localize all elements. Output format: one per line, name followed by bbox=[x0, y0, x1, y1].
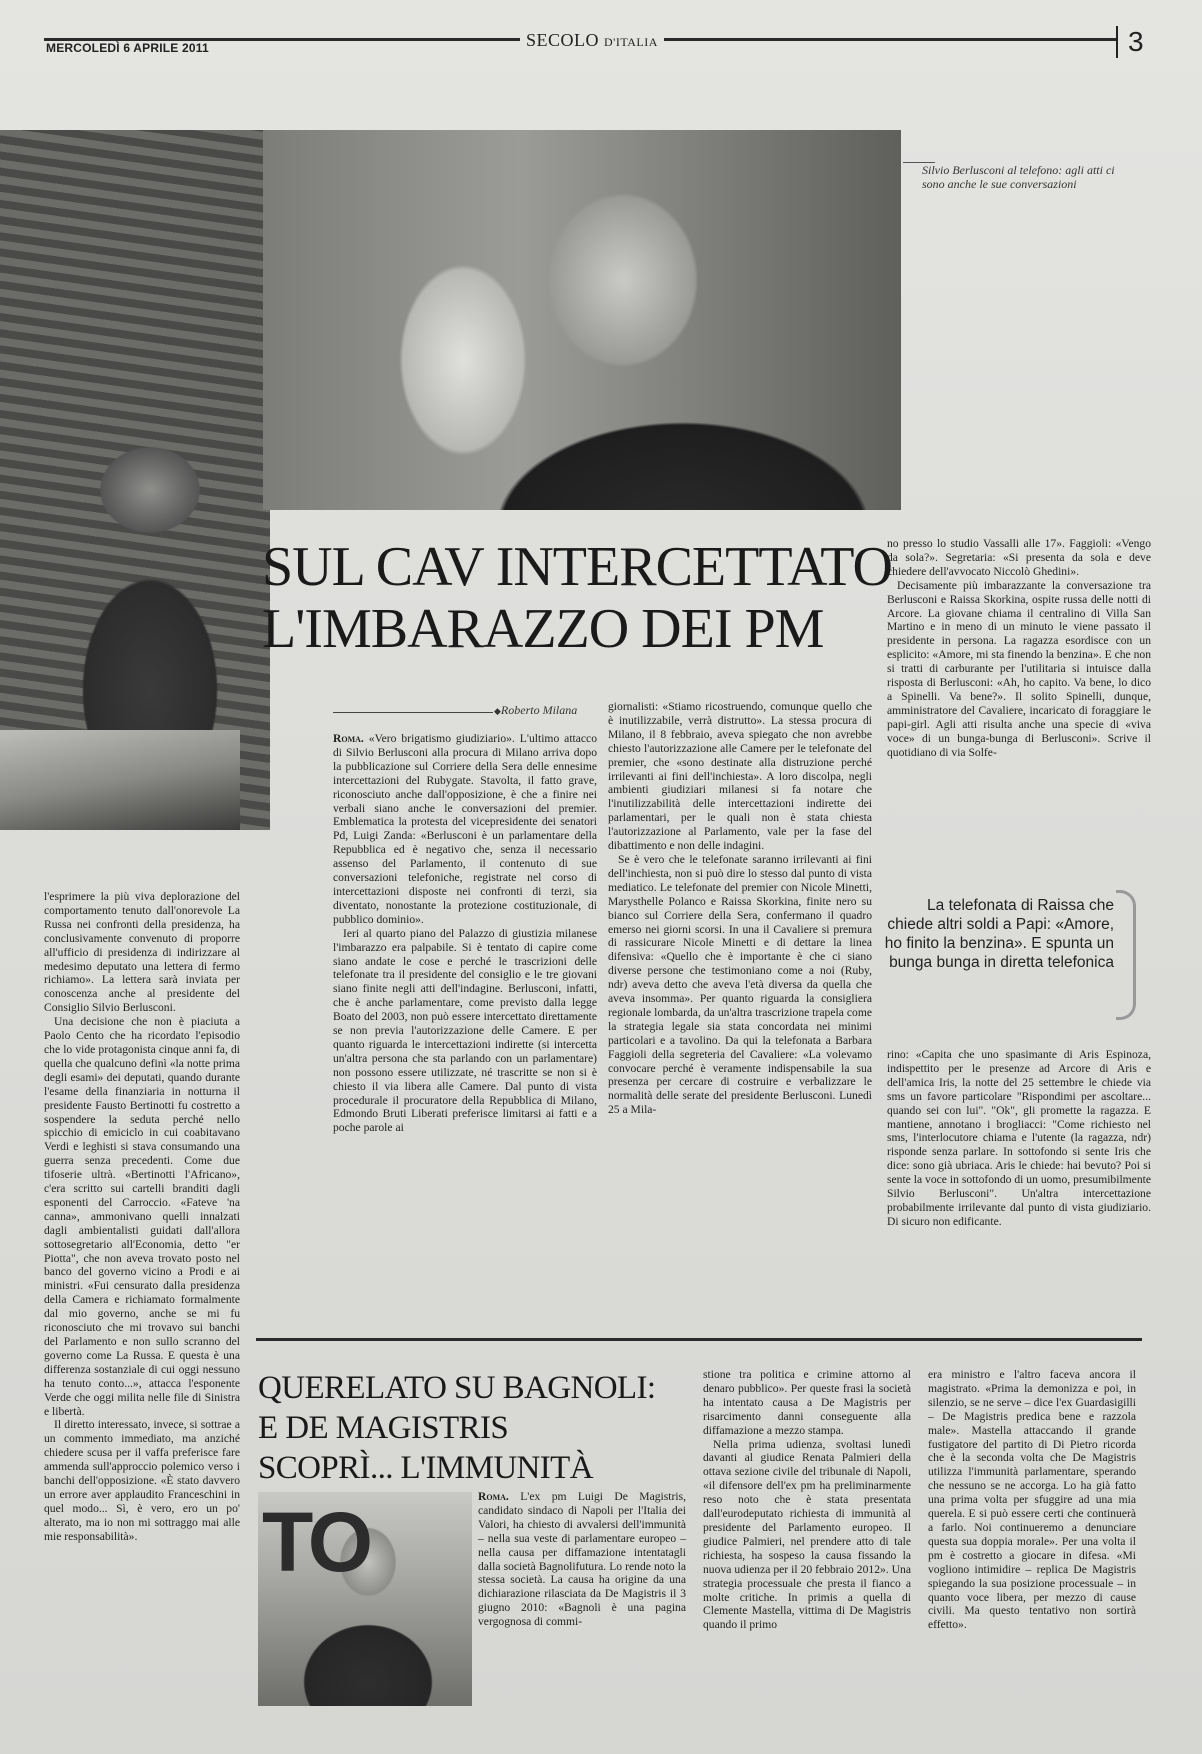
article-1-column-3-top bbox=[887, 537, 1151, 760]
paragraph: Nella prima udienza, svoltasi lunedì davanti al giudice Renata Palmieri della ottava sezione civile del tribunale di Napoli, «il difensore dell'ex pm ha preliminarmente reso noto che è stata presentata dall'eurodeputato richiesta di immunità al presidente del Parlamento europeo. Il giudice Palmieri, nel prendere atto di tale richiesta, ha sospeso la causa fissando la nuova udienza per il 20 febbraio 2012». Una strategia processuale che presta il fianco a molte critiche. In primis a quella di Clemente Mastella, vittima di De Magistris quando il primo bbox=[703, 1437, 911, 1632]
article-2-column-1 bbox=[478, 1490, 686, 1629]
paragraph: era ministro e l'altro faceva ancora il magistrato. «Prima la demonizza e poi, in silenzio, se ne serve – dice l'ex Guardasigilli – De Magistris predica bene e razzola male». Mastella attaccando il grande fustigatore del partito di Di Pietro ricorda che è la seconda volta che De Magistris utilizza l'immunità parlamentare, sperando che nessuno se ne accorga. Lo ha già fatto una prima volta per sfuggire ad una mia querela. E si può essere certi che continuerà a farlo. Noi continueremo a denunciare questa sua doppia morale». Per una volta il pm è costretto a giocare in difesa. «Mi vogliono intimidire – replica De Magistris spiegando la sua posizione processuale – in quanto voce libera, per mezzo di cause civili. Ma questo tentativo non sortirà effetto». bbox=[928, 1368, 1136, 1632]
article-2-column-3 bbox=[928, 1368, 1136, 1632]
paragraph bbox=[478, 1490, 686, 1629]
photo-caption: Silvio Berlusconi al telefono: agli atti ci sono anche le sue conversazioni bbox=[922, 163, 1115, 191]
headline-2-line-1: QUERELATO SU BAGNOLI: bbox=[258, 1370, 656, 1406]
paragraph: Se è vero che le telefonate saranno irrilevanti ai fini dell'inchiesta, non si può dire lo stesso dal punto di vista mediatico. Le telefonate del premier con Nicole Minetti, Marysthelle Polanco e Raissa Skorkina, finite nero su bianco sul Corriere della Sera, confermano il quadro emerso nei giorni scorsi. In una il Cavaliere si premura di rassicurare Nicole Minetti e di dettare la linea difensiva: «Quello che è importante è che ci siano diverse persone che testimoniano come a noi (Ruby, ndr) aveva detto che aveva l'età diversa da quella che aveva insomma». Per quanto riguarda la consigliera regionale lombarda, da un'altra trascrizione trapela come la strategia legale sia stata concordata nei minimi particolari e a tavolino. Da qui la telefonata a Barbara Faggioli della segreteria del Cavaliere: «La volevamo convocare perché è veramente indispensabile la sua presenza per cercare di costruire e verbalizzare le normalità delle serate del presidente Berlusconi. Lunedì 25 a Mila- bbox=[608, 852, 872, 1117]
paragraph: no presso lo studio Vassalli alle 17». Faggioli: «Vengo da sola?». Segretaria: «Si presenta da sola e deve chiedere dell'avvocato Niccolò Ghedini». bbox=[887, 537, 1151, 578]
photo-de-magistris bbox=[258, 1492, 472, 1706]
article-2-column-2 bbox=[703, 1368, 911, 1632]
byline: ◆ Roberto Milana bbox=[494, 703, 577, 718]
photo-berlusconi-phone bbox=[263, 130, 901, 510]
paragraph: Decisamente più imbarazzante la conversazione tra Berlusconi e Raissa Skorkina, ospite russa delle notti di Arcore. La giovane chiama il centralino di Villa San Martino e in meno di un minuto le viene passato il presidente in persona. La ragazza esordisce con un esplicito: «Amore, mi sta finendo la benzina». E che non si tratti di carburante per l'utilitaria si intuisce dalla risposta di Berlusconi: «Ah, ho capito. Va bene, lo dico a Spinelli. Va bene?». Il solito Spinelli, dunque, amministratore del Cavaliere, incaricato di foraggiare le papi-girl. Agli atti risulta anche una specie di «viva voce» di un bunga-bunga di Berlusconi». Scrive il quotidiano di via Solfe- bbox=[887, 578, 1151, 759]
article-2-headline bbox=[258, 1368, 688, 1488]
headline-1-line-2: L'IMBARAZZO DEI PM bbox=[262, 598, 824, 660]
headline-2-line-3: SCOPRÌ... L'IMMUNITÀ bbox=[258, 1450, 593, 1486]
paragraph: Ieri al quarto piano del Palazzo di giustizia milanese l'imbarazzo era palpabile. Si è tentato di capire come siano andate le cose e perché le trascrizioni delle telefonate tra il presidente del consiglio e le tre giovani siano finite negli atti dell'indagine. Berlusconi, infatti, che è anche parlamentare, come previsto dalla legge Boato del 2003, non può essere intercettato direttamente se non previa l'autorizzazione delle Camere. E per quanto riguarda le intercettazioni indirette (si intercetta un'altra persona che sta parlando con un parlamentare) non possono essere utilizzate, né trascritte se non si è chiesto il via libera alle Camere. Dal punto di vista procedurale il procuratore della Repubblica di Milano, Edmondo Bruti Liberati preferisce limitarsi ai fatti e a poche parole ai bbox=[333, 926, 597, 1135]
masthead-name-main: SECOLO bbox=[526, 30, 600, 50]
paragraph: l'esprimere la più viva deplorazione del comportamento tenuto dall'onorevole La Russa nei confronti della presidenza, ha conclusivamente convenuto di proporre all'ufficio di presidenza di indirizzare al medesimo deputato una lettera di fermo richiamo». La lettera sarà inviata per conoscenza anche al presidente del Consiglio Silvio Berlusconi. bbox=[44, 890, 240, 1015]
headline-2-line-2: E DE MAGISTRIS bbox=[258, 1410, 509, 1446]
dateline: Roma. bbox=[333, 732, 364, 745]
headline-1-line-1: SUL CAV INTERCETTATO bbox=[262, 536, 892, 598]
masthead-name-small: D'ITALIA bbox=[604, 35, 658, 49]
masthead-date: MERCOLEDÌ 6 APRILE 2011 bbox=[46, 41, 209, 55]
article-1-column-3-bottom bbox=[887, 1048, 1151, 1229]
left-column-article bbox=[44, 890, 240, 1544]
dateline: Roma. bbox=[478, 1490, 509, 1503]
paragraph: Una decisione che non è piaciuta a Paolo Cento che ha ricordato l'episodio che lo vide protagonista cinque anni fa, di quella che qualcuno definì «la notte prima degli esami» dei deputati, quando durante l'esame della finanziaria in notturna il presidente Fausto Bertinotti fu costretto a sospendere la seduta perché nello spicchio di emiciclo in cui coabitavano Verdi e leghisti si stava consumando una guerra senza precedenti. Come due tifoserie ultrà. «Bertinotti l'Africano», c'era scritto sui cartelli branditi dagli esponenti del Carroccio. «Fateve 'na canna», ammonivano quelli innalzati dagli ambientalisti guidati dall'allora sottosegretario all'Economia, detto "er Piotta", che non aveva trovato posto nel banco del governo vicino a Prodi e ai ministri. «Fui censurato dalla presidenza della Camera e richiamato formalmente dal mio governo, anche se mi fu riconosciuto che mi trovavo sui banchi del Parlamento e non sullo scranno del governo come La Russa. E questa è una differenza sostanziale di cui oggi nessuno ha tenuto conto...», attacca l'esponente Verde che oggi milita nelle file di Sinistra e libertà. bbox=[44, 1015, 240, 1418]
paragraph: stione tra politica e crimine attorno al denaro pubblico». Per queste frasi la società ha intentato causa a De Magistris per risarcimento danni conseguente alla diffamazione a mezzo stampa. bbox=[703, 1368, 911, 1437]
photo-desk bbox=[0, 730, 240, 830]
pull-quote: La telefonata di Raissa che chiede altri soldi a Papi: «Amore, ho finito la benzina». E spunta un bunga bunga in diretta telefonica bbox=[884, 897, 1114, 971]
paragraph: Il diretto interessato, invece, si sottrae a un commento immediato, ma anziché chiedere scusa per il vaffa preferisce fare ammenda sull'approccio polemico verso i banchi dell'opposizione. «È stato davvero un errore aver applaudito Franceschini in quel modo... Sì, è vero, ero un po' alterato, ma io non mi sottraggo mai alle mie responsabilità». bbox=[44, 1418, 240, 1543]
paragraph bbox=[333, 732, 597, 927]
photo-parliament-woman bbox=[0, 130, 270, 830]
paragraph-text: L'ex pm Luigi De Magistris, candidato sindaco di Napoli per l'Italia dei Valori, ha chiesto di avvalersi dell'immunità – nella sua veste di parlamentare europeo – nella causa per diffamazione intentatagli dalla società Bagnolifutura. Lo rende noto la stessa società. La causa ha origine da una dichiarazione rilasciata da De Magistris il 3 giugno 2010: «Bagnoli è una pagina vergognosa di commi- bbox=[478, 1490, 687, 1629]
paragraph-text: «Vero brigatismo giudiziario». L'ultimo attacco di Silvio Berlusconi alla procura di Milano arriva dopo la pubblicazione sul Corriere della Sera delle ennesime intercettazioni del Rubygate. Stavolta, il fatto grave, riconosciuto anche dall'opposizione, è che a finire nei verbali siano anche le conversazioni del premier. Emblematica la protesta del vicepresidente dei senatori Pd, Luigi Zanda: «Berlusconi è un parlamentare della Repubblica ed è negativo che, senza il necessario assenso del Parlamento, il contenuto di sue conversazioni telefoniche, registrate nel corso di intercettazioni disposte nei confronti di terzi, sia diventato, nonostante la protezione costituzionale, di pubblico dominio». bbox=[333, 732, 598, 926]
pull-quote-brace bbox=[1116, 890, 1136, 1020]
page-number: 3 bbox=[1116, 26, 1144, 58]
photo-background-text: TO bbox=[262, 1495, 370, 1589]
masthead-title bbox=[520, 30, 664, 51]
paragraph: rino: «Capita che uno spasimante di Aris Espinoza, indispettito per le presenze ad Arcore di Aris e dell'amica Iris, la notte del 25 settembre le chiede via sms un favore particolare "Rispondimi per ascoltare... quando sei con lui". "Ok", gli promette la ragazza. E mantiene, annotano i brogliacci: "Come richiesto nel sms, l'interlocutore chiama e l'utente (la ragazza, ndr) risponde senza parlare. In sottofondo si sente Iris che dice: sono già ubriaca. Aris le chiede: hai bevuto? Poi si sente la voce in sottofondo di un uomo, presumibilmente Silvio Berlusconi". Un'altra intercettazione probabilmente irrilevante dal punto di vista giudiziario. Di sicuro non edificante. bbox=[887, 1048, 1151, 1228]
article-1-column-2 bbox=[608, 700, 872, 1117]
byline-rule bbox=[333, 712, 493, 713]
article-1-headline bbox=[262, 536, 892, 660]
section-separator bbox=[256, 1338, 1142, 1341]
paragraph: giornalisti: «Stiamo ricostruendo, comunque quello che è inutilizzabile, verrà distrutto». La stessa procura di Milano, il 8 febbraio, aveva spiegato che non avrebbe chiesto l'autorizzazione alle Camere per le telefonate del premier, che «sono destinate alla distruzione perché irrilevanti ai fini dell'inchiesta». A loro discolpa, negli ambienti giudiziari milanesi si fa notare che l'inutilizzabilità delle intercettazioni indirette dei parlamentari, per le quali non è stata chiesta l'autorizzazione al Parlamento, vale per la fase del dibattimento e non delle indagini. bbox=[608, 700, 872, 853]
article-1-column-1 bbox=[333, 732, 597, 1135]
